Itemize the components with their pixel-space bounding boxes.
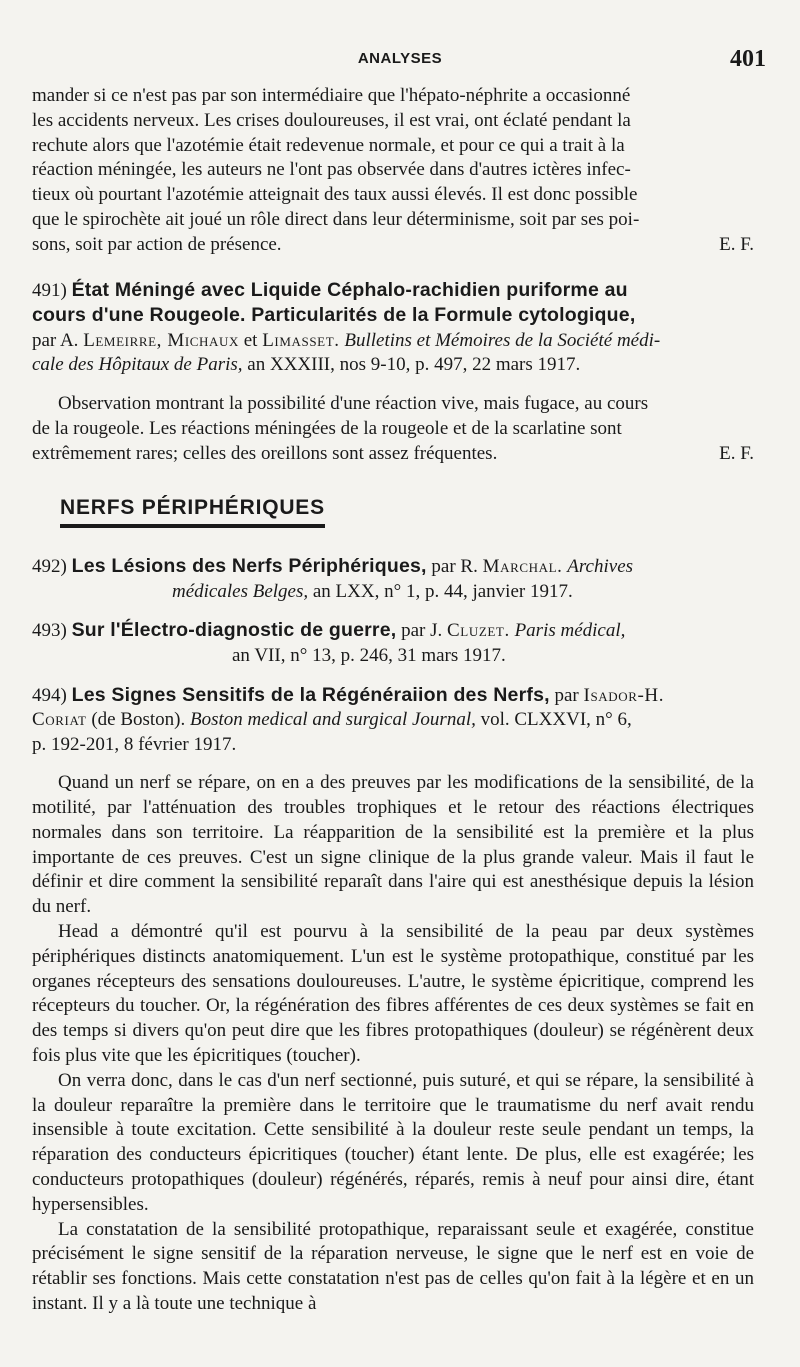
abstract-signature: E. F. (719, 233, 754, 255)
abstract-paragraph: La constatation de la sensibilité protopathique, reparaissant seule et exagérée, constitue précisément le signe sensitif de la réparation nerveuse, le signe que le nerf est en voie de rétablir ses fonctions. Mais cette constatation n'est pas de celles qu'on fait à la légère et en un instant. Il y a là toute une technique à (32, 1218, 754, 1315)
entry-number: 492) (32, 556, 67, 578)
abstract-signature: E. F. (719, 442, 754, 464)
entry-491-abstract (32, 392, 754, 466)
text-line-end: sons, soit par action de présence. (32, 233, 282, 255)
entry-title: État Méningé avec Liquide Céphalo-rachidien puriforme au (71, 278, 628, 301)
entry-491-heading (32, 278, 754, 378)
entry-title: Les Lésions des Nerfs Périphériques, (71, 555, 427, 578)
running-title: ANALYSES (357, 50, 443, 67)
text-line-last (32, 233, 754, 258)
text-line-last (32, 442, 754, 467)
text-line: que le spirochète ait joué un rôle direct dans leur déterminisme, soit par ses poi- (32, 208, 640, 230)
running-head (0, 46, 800, 76)
entry-494-abstract (32, 771, 754, 1317)
entry-details: an XXXIII, nos 9-10, p. 497, 22 mars 1917. (247, 354, 581, 376)
entry-author: Marchal. (482, 556, 563, 578)
entry-493-second-line (32, 644, 754, 669)
entry-origin: (de Boston). (91, 709, 186, 731)
entry-details-cont: p. 192-201, 8 février 1917. (32, 733, 237, 755)
entry-journal: Archives (567, 556, 634, 578)
abstract-paragraph: On verra donc, dans le cas d'un nerf sectionné, puis suturé, et qui se répare, la sensibilité à la douleur reparaître la première dans le territoire que le traumatisme du nerf avait rendu insensible à toute excitation. Cette sensibilité à la douleur reste seule pendant un temps, la réparation des conducteurs épicritiques (toucher) étant lente. De plus, elle est exagérée; les conducteurs protopathiques (douleur) régénérés, réparés, remis à neuf pour ainsi dire, étant hypersensibles. (32, 1069, 754, 1215)
entry-journal: Paris médical, (514, 620, 626, 642)
text-line: les accidents nerveux. Les crises douloureuses, il est vrai, ont éclaté pendant la (32, 109, 631, 131)
text-line: Observation montrant la possibilité d'une réaction vive, mais fugace, au cours (58, 392, 649, 414)
page-content (32, 84, 754, 1317)
text-line: de la rougeole. Les réactions méningées de la rougeole et de la scarlatine sont (32, 417, 622, 439)
entry-authors: Lemeirre, Michaux (83, 329, 239, 351)
text-line: mander si ce n'est pas par son intermédiaire que l'hépato-néphrite a occasionné (32, 85, 631, 106)
entry-493 (32, 618, 754, 668)
entry-492 (32, 554, 754, 604)
entry-details: vol. CLXXVI, n° 6, (480, 709, 632, 731)
text-line: tieux où pourtant l'azotémie atteignait des taux aussi élevés. Il est donc possible (32, 184, 638, 206)
continuation-paragraph (32, 84, 754, 258)
entry-title: Les Signes Sensitifs de la Régénéraiion des Nerfs, (71, 683, 550, 706)
section-heading-wrap (32, 466, 754, 554)
entry-title: Sur l'Électro-diagnostic de guerre, (71, 619, 397, 642)
entry-number: 491) (32, 279, 67, 301)
spacer (32, 604, 754, 618)
entry-by: par (554, 684, 579, 706)
entry-journal: Bulletins et Mémoires de la Société médi- (344, 329, 661, 351)
entry-author-last: Coriat (32, 709, 87, 731)
entry-by: par A. (32, 329, 79, 351)
entry-by: par R. (431, 556, 478, 578)
text-line-end: extrêmement rares; celles des oreillons sont assez fréquentes. (32, 442, 498, 464)
page-number: 401 (730, 46, 766, 72)
entry-number: 493) (32, 620, 67, 642)
text-line: réaction méningée, les auteurs ne l'ont pas observée dans d'autres ictères infec- (32, 159, 631, 181)
text-line: rechute alors que l'azotémie était redevenue normale, et pour ce qui a trait à la (32, 134, 625, 156)
entry-details: an LXX, n° 1, p. 44, janvier 1917. (312, 580, 573, 602)
entry-494 (32, 683, 754, 758)
entry-491 (32, 278, 754, 467)
entry-title-cont: cours d'une Rougeole. Particularités de la Formule cytologique, (32, 304, 636, 327)
entry-author-first: Isador-H. (583, 684, 665, 706)
entry-number: 494) (32, 684, 67, 706)
entry-details: an VII, n° 13, p. 246, 31 mars 1917. (232, 644, 506, 666)
section-heading: NERFS PÉRIPHÉRIQUES (60, 496, 325, 528)
abstract-paragraph: Head a démontré qu'il est pourvu à la sensibilité de la peau par deux systèmes périphériques distincts anatomiquement. L'un est le système protopathique, constitué par les organes récepteurs des sensations douloureuses. L'autre, le système épicritique, comprend les récepteurs du toucher. Or, la régénération des fibres afférentes de ces deux systèmes se fait en des temps si divers qu'on peut dire que les fibres protopathiques (douleur) se régénèrent deux fois plus vite que les épicritiques (toucher). (32, 921, 754, 1067)
entry-journal-cont: médicales Belges, (172, 580, 309, 602)
entry-author-last: Limasset. (262, 329, 340, 351)
entry-journal: Boston medical and surgical Journal, (190, 709, 476, 731)
entry-and: et (243, 329, 258, 351)
entry-by: par J. (401, 620, 443, 642)
entry-492-second-line (32, 580, 754, 605)
entry-author: Cluzet. (447, 620, 510, 642)
entry-journal-cont: cale des Hôpitaux de Paris, (32, 354, 243, 376)
spacer (32, 669, 754, 683)
abstract-paragraph: Quand un nerf se répare, on en a des preuves par les modifications de la sensibilité, de la motilité, par l'atténuation des troubles trophiques et le retour des réactions électriques normales dans son territoire. La réapparition de la sensibilité est la première et la plus importante de ces preuves. C'est un signe clinique de la plus grande valeur. Mais il faut le définir et dire comment la sensibilité reparaît dans l'aire qui est anesthésique depuis la lésion du nerf. (32, 772, 754, 918)
